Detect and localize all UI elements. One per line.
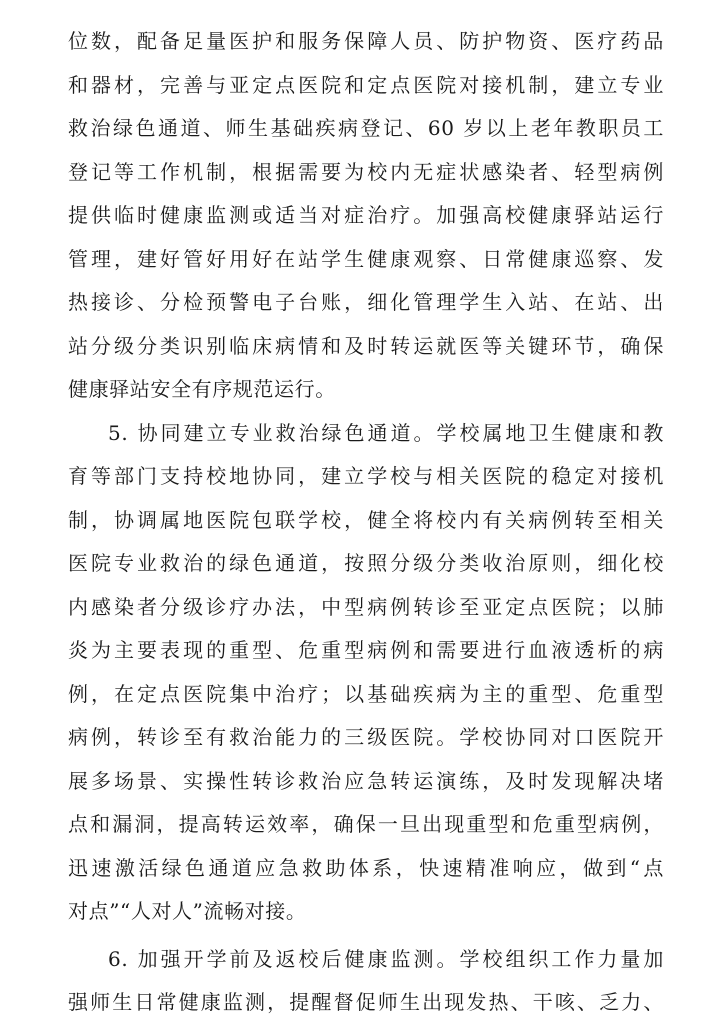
paragraph-health-monitoring — [68, 938, 664, 1025]
text-line: 育等部门支持校地协同，建立学校与相关医院的稳定对接机 — [68, 464, 664, 488]
text-line: 病例，转诊至有救治能力的三级医院。学校协同对口医院开 — [68, 725, 664, 749]
text-line: 健康驿站安全有序规范运行。 — [68, 377, 336, 401]
text-line: 管理，建好管好用好在站学生健康观察、日常健康巡察、发 — [68, 246, 664, 271]
text-line: 点和漏洞，提高转运效率，确保一旦出现重型和危重型病例， — [68, 812, 664, 836]
text-line: 站分级分类识别临床病情和及时转运就医等关键环节，确保 — [68, 333, 664, 358]
text-line: 展多场景、实操性转诊救治应急转运演练，及时发现解决堵 — [68, 768, 664, 793]
text-line: 救治绿色通道、师生基础疾病登记、60 岁以上老年教职员工 — [68, 116, 664, 140]
text-line: 强师生日常健康监测，提醒督促师生出现发热、干咳、乏力、 — [68, 990, 664, 1014]
text-line: 制，协调属地医院包联学校，健全将校内有关病例转至相关 — [68, 507, 664, 532]
paragraph-heading-line: 5. 协同建立专业救治绿色通道。学校属地卫生健康和教 — [108, 420, 664, 445]
text-line: 热接诊、分检预警电子台账，细化管理学生入站、在站、出 — [68, 290, 664, 314]
text-line: 位数，配备足量医护和服务保障人员、防护物资、医疗药品 — [68, 29, 664, 53]
text-line: 迅速激活绿色通道应急救助体系，快速精准响应，做到“点 — [68, 855, 664, 880]
paragraph-green-channel — [68, 412, 664, 934]
document-body — [68, 20, 664, 1025]
text-line: 炎为主要表现的重型、危重型病例和需要进行血液透析的病 — [68, 638, 664, 662]
text-line: 例，在定点医院集中治疗；以基础疾病为主的重型、危重型 — [68, 681, 664, 706]
text-line: 对点”“人对人”流畅对接。 — [68, 899, 307, 923]
paragraph-heading-line: 6. 加强开学前及返校后健康监测。学校组织工作力量加 — [108, 946, 664, 971]
text-line: 和器材，完善与亚定点医院和定点医院对接机制，建立专业 — [68, 72, 664, 97]
text-line: 提供临时健康监测或适当对症治疗。加强高校健康驿站运行 — [68, 203, 664, 227]
text-line: 内感染者分级诊疗办法，中型病例转诊至亚定点医院；以肺 — [68, 594, 664, 619]
text-line: 登记等工作机制，根据需要为校内无症状感染者、轻型病例 — [68, 159, 664, 184]
text-line: 医院专业救治的绿色通道，按照分级分类收治原则，细化校 — [68, 551, 664, 575]
paragraph-health-station — [68, 20, 664, 412]
